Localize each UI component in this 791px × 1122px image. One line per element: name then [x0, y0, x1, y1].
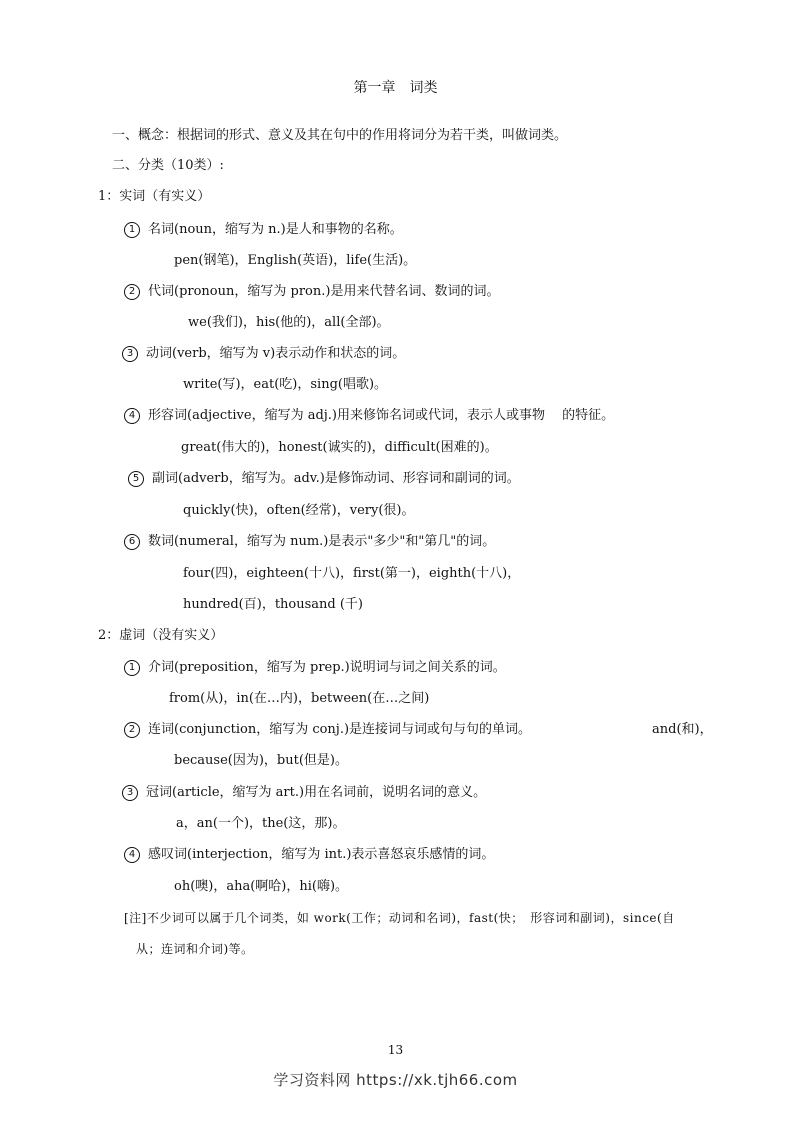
circled-number: 3 — [122, 785, 138, 801]
item-definition: 代词(pronoun，缩写为 pron.)是用来代替名词、数词的词。 — [148, 284, 500, 299]
item-definition: 感叹词(interjection，缩写为 int.)表示喜怒哀乐感情的词。 — [148, 847, 495, 862]
function-word-item — [122, 784, 486, 802]
item-example: great(伟大的)，honest(诚实的)，difficult(困难的)。 — [181, 440, 498, 455]
chapter-title: 第一章 词类 — [353, 80, 438, 96]
content-word-item — [124, 533, 495, 551]
item-example: from(从)，in(在…内)，between(在…之间) — [169, 691, 430, 706]
item-definition: 副词(adverb，缩写为。adv.)是修饰动词、形容词和副词的词。 — [152, 471, 520, 486]
item-example-tail: and(和)， — [652, 722, 713, 737]
item-definition: 介词(preposition，缩写为 prep.)说明词与词之间关系的词。 — [148, 660, 506, 675]
item-definition: 数词(numeral，缩写为 num.)是表示"多少"和"第几"的词。 — [148, 534, 496, 549]
item-example: oh(噢)，aha(啊哈)，hi(嗨)。 — [174, 879, 349, 894]
item-example: a，an(一个)，the(这，那)。 — [176, 816, 346, 831]
footer-watermark: 学习资料网 https://xk.tjh66.com — [273, 1071, 518, 1089]
note-line: 从；连词和介词)等。 — [136, 942, 254, 956]
item-example: four(四)，eighteen(十八)，first(第一)，eighth(十八)， — [183, 566, 521, 581]
item-definition: 连词(conjunction，缩写为 conj.)是连接词与词或句与句的单词。 — [148, 722, 532, 737]
content-word-item — [124, 407, 614, 425]
concept-line: 一、概念：根据词的形式、意义及其在句中的作用将词分为若干类，叫做词类。 — [112, 128, 568, 143]
function-words-heading: 2：虚词（没有实义） — [98, 628, 224, 643]
content-words-heading: 1：实词（有实义） — [98, 189, 211, 204]
item-example: pen(钢笔)，English(英语)，life(生活)。 — [174, 253, 417, 268]
function-word-item — [124, 846, 494, 864]
item-example: hundred(百)，thousand (千) — [183, 597, 364, 612]
item-definition: 动词(verb，缩写为 v)表示动作和状态的词。 — [146, 346, 406, 361]
function-word-item — [124, 659, 506, 677]
circled-number: 2 — [124, 284, 140, 300]
content-word-item — [124, 283, 499, 301]
content-word-item — [124, 221, 403, 239]
item-definition: 形容词(adjective，缩写为 adj.)用来修饰名词或代词，表示人或事物 的特征。 — [148, 408, 615, 423]
item-example: write(写)，eat(吃)，sing(唱歌)。 — [183, 377, 388, 392]
circled-number: 1 — [124, 660, 140, 676]
item-example: quickly(快)，often(经常)，very(很)。 — [183, 503, 415, 518]
content-word-item — [122, 345, 405, 363]
circled-number: 6 — [124, 534, 140, 550]
circled-number: 4 — [124, 847, 140, 863]
item-definition: 冠词(article，缩写为 art.)用在名词前，说明名词的意义。 — [146, 785, 487, 800]
note-line: [注]不少词可以属于几个词类，如 work(工作；动词和名词)，fast(快； 形容词和副词)，since(自 — [124, 911, 675, 925]
circled-number: 4 — [124, 408, 140, 424]
circled-number: 3 — [122, 346, 138, 362]
item-definition: 名词(noun，缩写为 n.)是人和事物的名称。 — [148, 222, 403, 237]
circled-number: 1 — [124, 222, 140, 238]
content-word-item — [128, 470, 520, 488]
circled-number: 5 — [128, 471, 144, 487]
item-example: because(因为)，but(但是)。 — [174, 753, 348, 768]
classification-line: 二、分类（10类）: — [112, 158, 224, 173]
page-number: 13 — [387, 1043, 404, 1057]
circled-number: 2 — [124, 722, 140, 738]
item-example: we(我们)，his(他的)，all(全部)。 — [188, 315, 390, 330]
function-word-item — [124, 721, 531, 739]
